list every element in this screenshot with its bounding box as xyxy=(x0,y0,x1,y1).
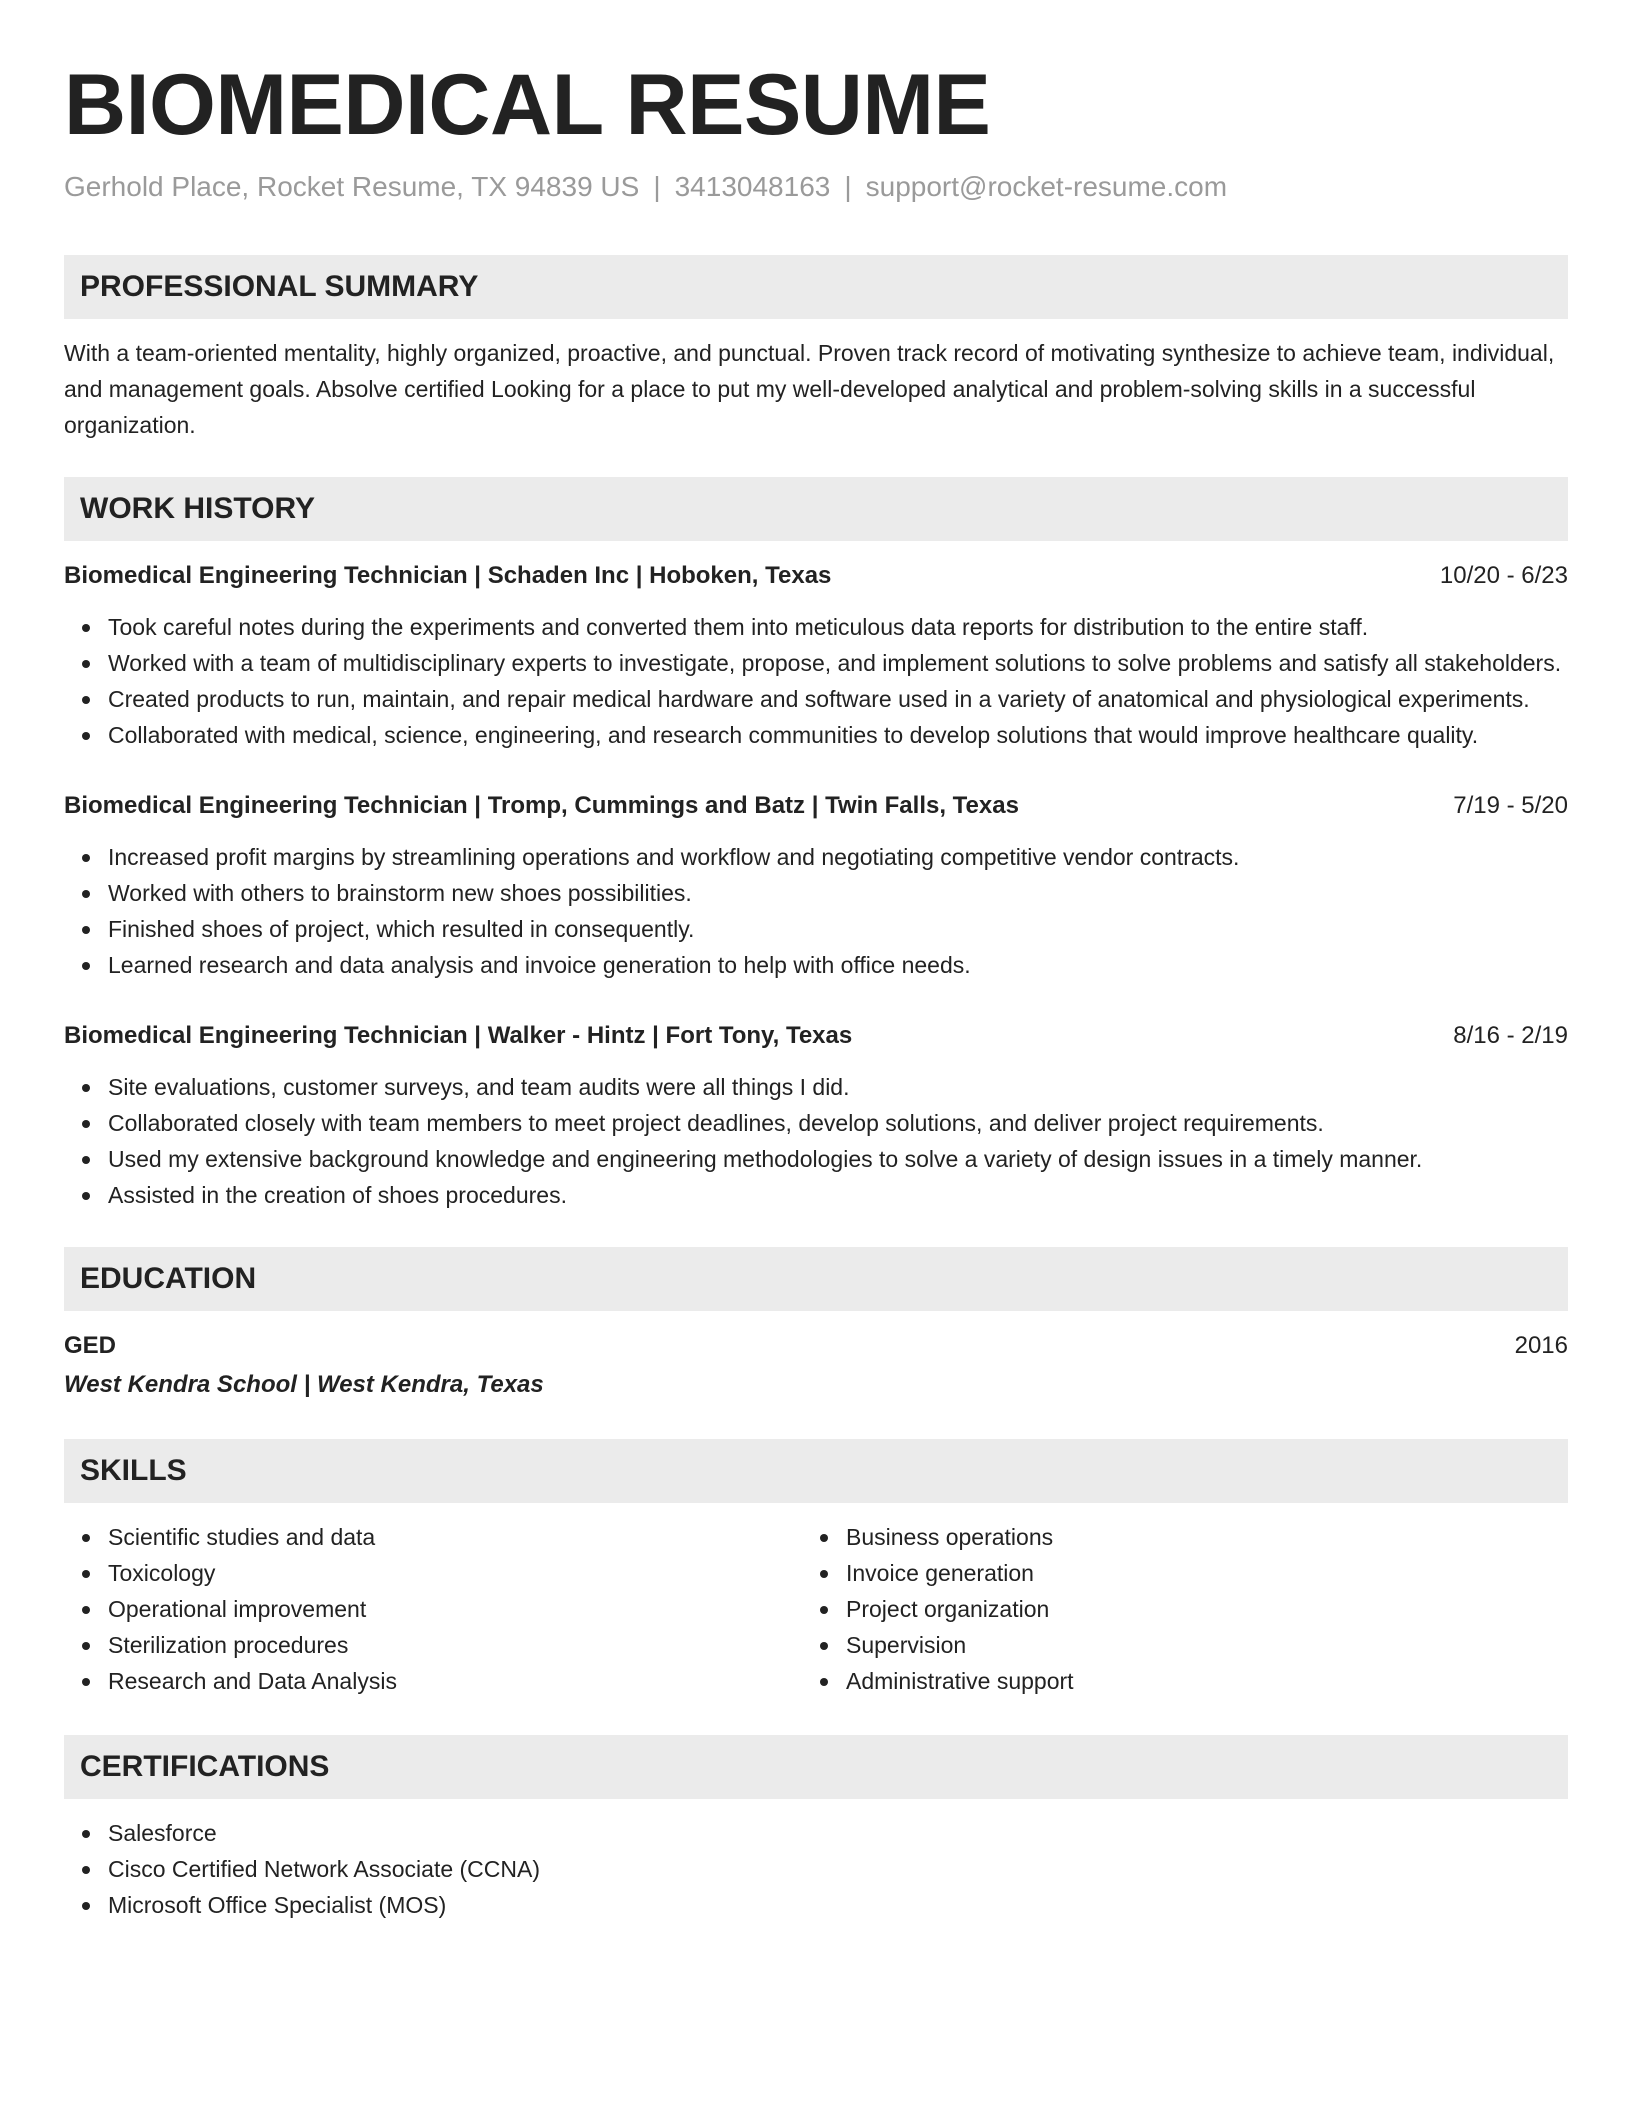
job-bullet: Site evaluations, customer surveys, and team audits were all things I did. xyxy=(108,1069,1568,1105)
job-bullets xyxy=(64,609,1568,753)
job-bullet: Created products to run, maintain, and repair medical hardware and software used in a variety of anatomical and physiological experiments. xyxy=(108,681,1568,717)
skill-item: Invoice generation xyxy=(846,1555,1540,1591)
job-entry xyxy=(64,1019,1568,1213)
certification-item: Microsoft Office Specialist (MOS) xyxy=(108,1887,1568,1923)
skill-item: Research and Data Analysis xyxy=(108,1663,802,1699)
job-bullet: Used my extensive background knowledge and engineering methodologies to solve a variety of design issues in a timely manner. xyxy=(108,1141,1568,1177)
skill-item: Sterilization procedures xyxy=(108,1627,802,1663)
education-year: 2016 xyxy=(1514,1332,1568,1359)
summary-text: With a team-oriented mentality, highly organized, proactive, and punctual. Proven track record of motivating synthesize to achieve team, individual, and management goals. Absolve certified Looking for a place to put my well-developed analytical and problem-solving skills in a successful organization. xyxy=(64,340,1555,438)
contact-phone: 3413048163 xyxy=(674,171,831,202)
skills-list-right xyxy=(802,1519,1540,1699)
section-heading-certifications: CERTIFICATIONS xyxy=(64,1735,1568,1799)
job-bullet: Increased profit margins by streamlining operations and workflow and negotiating competitive vendor contracts. xyxy=(108,839,1568,875)
section-heading-education: EDUCATION xyxy=(64,1247,1568,1311)
job-bullets xyxy=(64,839,1568,983)
job-bullet: Took careful notes during the experiments and converted them into meticulous data reports for distribution to the entire staff. xyxy=(108,609,1568,645)
section-heading-work-history: WORK HISTORY xyxy=(64,477,1568,541)
job-bullet: Worked with others to brainstorm new shoes possibilities. xyxy=(108,875,1568,911)
contact-separator: | xyxy=(844,171,852,202)
job-date: 7/19 - 5/20 xyxy=(1453,792,1568,819)
contact-line xyxy=(64,169,1568,205)
job-title: Biomedical Engineering Technician | Schaden Inc | Hoboken, Texas xyxy=(64,562,832,589)
skills-columns xyxy=(64,1519,1568,1699)
skill-item: Scientific studies and data xyxy=(108,1519,802,1555)
job-header xyxy=(64,789,1568,823)
job-bullet: Collaborated with medical, science, engineering, and research communities to develop solutions that would improve healthcare quality. xyxy=(108,717,1568,753)
job-title: Biomedical Engineering Technician | Walker - Hintz | Fort Tony, Texas xyxy=(64,1022,853,1049)
job-title: Biomedical Engineering Technician | Tromp, Cummings and Batz | Twin Falls, Texas xyxy=(64,792,1019,819)
skills-list-left xyxy=(64,1519,802,1699)
job-bullets xyxy=(64,1069,1568,1213)
job-entry xyxy=(64,789,1568,983)
contact-separator: | xyxy=(653,171,661,202)
education-header xyxy=(64,1329,1568,1363)
section-heading-summary: PROFESSIONAL SUMMARY xyxy=(64,255,1568,319)
skill-item: Project organization xyxy=(846,1591,1540,1627)
skill-item: Business operations xyxy=(846,1519,1540,1555)
job-date: 10/20 - 6/23 xyxy=(1439,562,1568,589)
contact-address: Gerhold Place, Rocket Resume, TX 94839 US xyxy=(64,171,640,202)
skill-item: Administrative support xyxy=(846,1663,1540,1699)
education-school: West Kendra School | West Kendra, Texas xyxy=(64,1371,544,1398)
job-bullet: Assisted in the creation of shoes procedures. xyxy=(108,1177,1568,1213)
job-bullet: Learned research and data analysis and invoice generation to help with office needs. xyxy=(108,947,1568,983)
job-bullet: Collaborated closely with team members to meet project deadlines, develop solutions, and deliver project requirements. xyxy=(108,1105,1568,1141)
certifications-list xyxy=(64,1815,1568,1923)
skill-item: Operational improvement xyxy=(108,1591,802,1627)
skill-item: Toxicology xyxy=(108,1555,802,1591)
resume-title: BIOMEDICAL RESUME xyxy=(64,57,991,153)
job-bullet: Finished shoes of project, which resulted in consequently. xyxy=(108,911,1568,947)
job-date: 8/16 - 2/19 xyxy=(1453,1022,1568,1049)
job-entry xyxy=(64,559,1568,753)
section-heading-skills: SKILLS xyxy=(64,1439,1568,1503)
certification-item: Salesforce xyxy=(108,1815,1568,1851)
certification-item: Cisco Certified Network Associate (CCNA) xyxy=(108,1851,1568,1887)
education-degree: GED xyxy=(64,1332,117,1359)
contact-email: support@rocket-resume.com xyxy=(865,171,1228,202)
job-header xyxy=(64,559,1568,593)
job-header xyxy=(64,1019,1568,1053)
job-bullet: Worked with a team of multidisciplinary experts to investigate, propose, and implement solutions to solve problems and satisfy all stakeholders. xyxy=(108,645,1568,681)
skill-item: Supervision xyxy=(846,1627,1540,1663)
